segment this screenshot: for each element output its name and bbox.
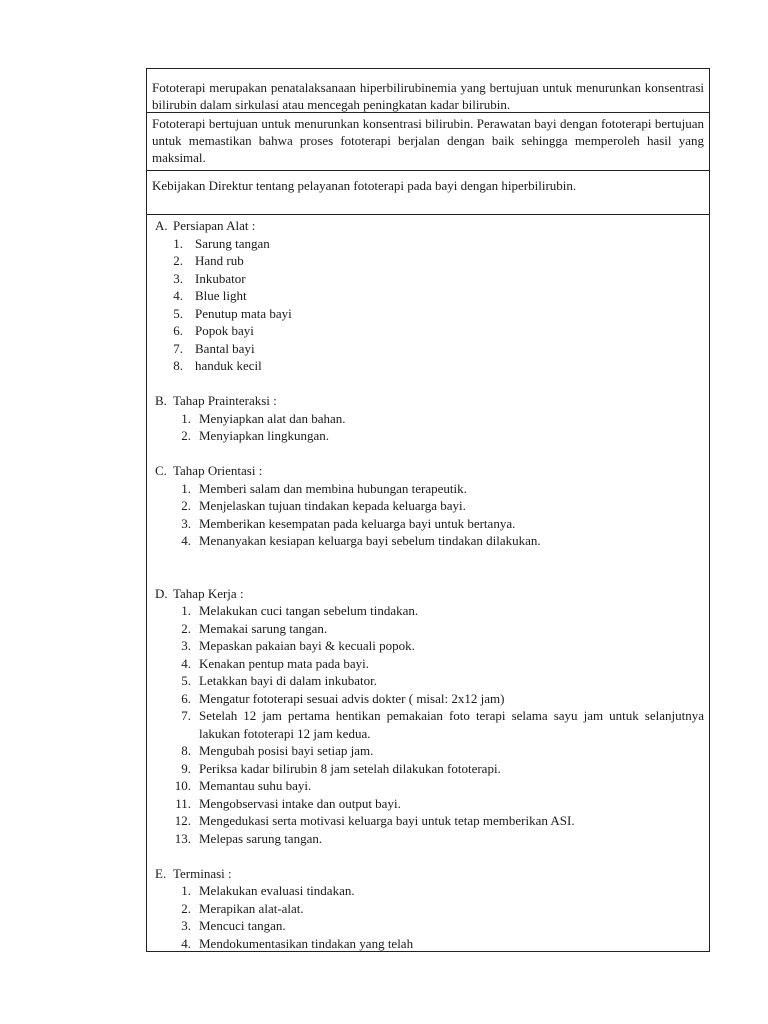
list-item: 10. Memantau suhu bayi. bbox=[174, 778, 312, 793]
list-item: 3. Inkubator bbox=[173, 270, 246, 286]
section-b bbox=[155, 392, 704, 445]
list-item: 1. Memberi salam dan membina hubungan terapeutik. bbox=[181, 480, 467, 496]
list-item: 2. Hand rub bbox=[173, 253, 244, 268]
list-item: 7. Bantal bayi bbox=[173, 340, 255, 356]
section-c bbox=[155, 462, 704, 550]
list-item: 1. Menyiapkan alat dan bahan. bbox=[181, 410, 346, 426]
list-item: 3. Mencuci tangan. bbox=[181, 918, 286, 933]
list-item: 2. Merapikan alat-alat. bbox=[181, 900, 304, 916]
list-item: 8. handuk kecil bbox=[173, 358, 262, 373]
section-title: B. Tahap Prainteraksi : bbox=[155, 393, 277, 408]
policy-text: Kebijakan Direktur tentang pelayanan fototerapi pada bayi dengan hiperbilirubin. bbox=[152, 178, 577, 193]
list-item: 5. Letakkan bayi di dalam inkubator. bbox=[181, 673, 377, 688]
sop-document bbox=[146, 68, 710, 952]
list-item: 11. Mengobservasi intake dan output bayi. bbox=[175, 795, 401, 811]
section-title: A. Persiapan Alat : bbox=[155, 218, 256, 233]
purpose-row bbox=[147, 113, 709, 171]
list-item: 1. Sarung tangan bbox=[173, 235, 270, 251]
list-item: 1. Melakukan cuci tangan sebelum tindakan. bbox=[181, 603, 419, 618]
list-item: 1. Melakukan evaluasi tindakan. bbox=[181, 883, 355, 898]
list-item: 7. Setelah 12 jam pertama hentikan pemakaian foto terapi selama sayu jam untuk selanjutnya lakukan fototerapi 12 jam kedua. bbox=[181, 708, 704, 741]
section-title: C. Tahap Orientasi : bbox=[155, 463, 263, 478]
definition-row bbox=[147, 69, 709, 113]
list-item: 2. Menjelaskan tujuan tindakan kepada keluarga bayi. bbox=[181, 498, 466, 513]
step-list bbox=[155, 410, 704, 445]
list-item: 2. Memakai sarung tangan. bbox=[181, 620, 328, 636]
list-item: 2. Menyiapkan lingkungan. bbox=[181, 428, 329, 443]
list-item: 4. Blue light bbox=[173, 288, 247, 303]
list-item: 9. Periksa kadar bilirubin 8 jam setelah dilakukan fototerapi. bbox=[181, 760, 501, 776]
section-a bbox=[155, 217, 704, 375]
list-item: 3. Memberikan kesempatan pada keluarga bayi untuk bertanya. bbox=[181, 515, 516, 531]
purpose-text: Fototerapi bertujuan untuk menurunkan konsentrasi bilirubin. Perawatan bayi dengan fototerapi bertujuan untuk memastikan bahwa proses fototerapi berjalan dengan baik sehingga memperoleh hasil yang maksimal. bbox=[152, 116, 704, 165]
definition-text: Fototerapi merupakan penatalaksanaan hiperbilirubinemia yang bertujuan untuk menurunkan konsentrasi bilirubin dalam sirkulasi atau mencegah peningkatan kadar bilirubin. bbox=[152, 80, 704, 112]
list-item: 13. Melepas sarung tangan. bbox=[174, 830, 323, 846]
section-e bbox=[155, 865, 704, 953]
list-item: 8. Mengubah posisi bayi setiap jam. bbox=[181, 743, 374, 758]
list-item: 3. Mepaskan pakaian bayi & kecuali popok. bbox=[181, 638, 415, 653]
step-list bbox=[155, 480, 704, 550]
list-item: 4. Kenakan pentup mata pada bayi. bbox=[181, 655, 370, 671]
list-item: 12. Mengedukasi serta motivasi keluarga bayi untuk tetap memberikan ASI. bbox=[174, 813, 575, 828]
equipment-list bbox=[155, 235, 704, 375]
procedure-section bbox=[147, 215, 709, 952]
section-title: D. Tahap Kerja : bbox=[155, 585, 244, 601]
list-item: 4. Menanyakan kesiapan keluarga bayi sebelum tindakan dilakukan. bbox=[181, 533, 541, 548]
policy-row bbox=[147, 171, 709, 215]
list-item: 5. Penutup mata bayi bbox=[173, 305, 292, 321]
step-list bbox=[155, 882, 704, 952]
step-list bbox=[155, 602, 704, 847]
list-item: 6. Mengatur fototerapi sesuai advis dokter ( misal: 2x12 jam) bbox=[181, 690, 505, 706]
section-title: E. Terminasi : bbox=[155, 865, 232, 881]
section-d bbox=[155, 585, 704, 848]
list-item: 4. Mendokumentasikan tindakan yang telah bbox=[181, 935, 414, 951]
list-item: 6. Popok bayi bbox=[173, 323, 254, 338]
